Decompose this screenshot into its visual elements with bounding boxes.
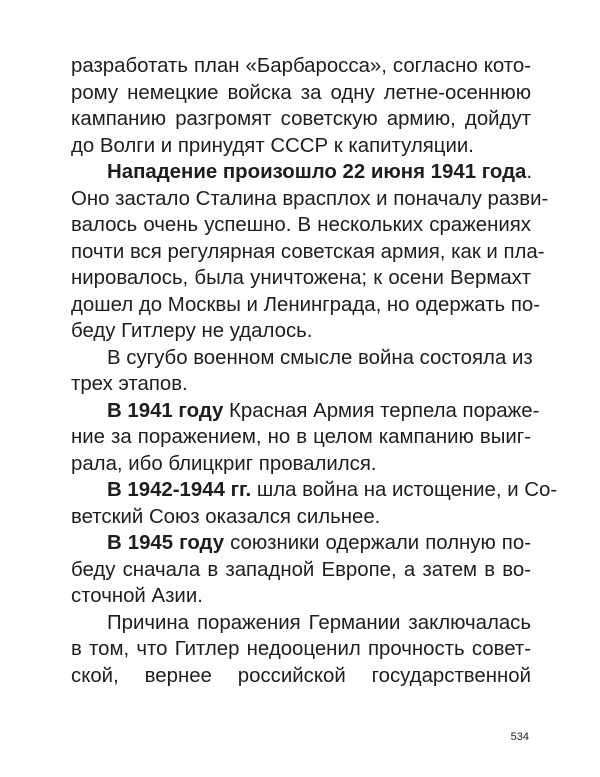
text-line bbox=[71, 133, 531, 160]
text-line bbox=[71, 610, 531, 637]
plain-text: ветский Союз оказался сильнее. bbox=[71, 505, 381, 528]
text-line bbox=[71, 477, 558, 504]
text-line bbox=[71, 371, 531, 398]
plain-text: кампанию разгромят советскую армию, дойдут bbox=[71, 108, 531, 130]
plain-text: валось очень успешно. В нескольких сражениях bbox=[71, 214, 531, 236]
text-line bbox=[71, 583, 531, 610]
plain-text: беду сначала в западной Европе, а затем в во- bbox=[71, 558, 531, 581]
bold-text: В 1941 году bbox=[107, 399, 224, 422]
plain-text: в том, что Гитлер недооценил прочность совет- bbox=[71, 638, 531, 660]
text-line bbox=[71, 239, 545, 266]
plain-text: Красная Армия терпела пораже- bbox=[223, 399, 540, 422]
bold-text: В 1942-1944 гг. bbox=[107, 479, 252, 501]
text-line bbox=[71, 80, 531, 107]
text-line bbox=[71, 159, 531, 186]
text-line bbox=[71, 265, 531, 292]
text-line bbox=[71, 424, 531, 451]
plain-text: рому немецкие войска за одну летне-осеннюю bbox=[71, 81, 531, 104]
plain-text: беду Гитлеру не удалось. bbox=[71, 320, 313, 342]
plain-text: рала, ибо блицкриг провалился. bbox=[71, 452, 377, 475]
page-number: 534 bbox=[510, 731, 529, 743]
text-line bbox=[71, 345, 531, 372]
text-line bbox=[71, 53, 531, 80]
plain-text: Оно застало Сталина врасплох и поначалу разви- bbox=[71, 187, 549, 210]
plain-text: разработать план «Барбаросса», согласно кото- bbox=[71, 55, 531, 77]
plain-text: трех этапов. bbox=[71, 373, 188, 395]
plain-text: союзники одержали полную по- bbox=[224, 532, 531, 554]
text-line bbox=[71, 451, 531, 478]
plain-text: до Волги и принудят СССР к капитуляции. bbox=[71, 134, 474, 157]
text-line bbox=[71, 212, 531, 239]
plain-text: шла война на истощение, и Со- bbox=[251, 479, 558, 501]
text-line bbox=[71, 106, 531, 133]
text-line bbox=[71, 663, 531, 690]
plain-text: . bbox=[526, 161, 533, 183]
bold-text: Нападение произошло 22 июня 1941 года bbox=[107, 161, 527, 183]
text-line bbox=[71, 504, 531, 531]
plain-text: почти вся регулярная советская армия, как и пла- bbox=[71, 240, 545, 263]
text-line bbox=[71, 318, 531, 345]
plain-text: нировалось, была уничтожена; к осени Вермахт bbox=[71, 267, 531, 289]
text-line bbox=[71, 636, 531, 663]
page-body-text bbox=[71, 53, 558, 689]
bold-text: В 1945 году bbox=[107, 532, 225, 554]
plain-text: сточной Азии. bbox=[71, 585, 203, 607]
text-line bbox=[71, 186, 549, 213]
text-line bbox=[71, 530, 531, 557]
plain-text: дошел до Москвы и Ленинграда, но одержать по- bbox=[71, 293, 540, 316]
plain-text: ской, вернее российской государственной bbox=[71, 664, 531, 687]
plain-text: В сугубо военном смысле война состояла из bbox=[107, 346, 533, 369]
plain-text: Причина поражения Германии заключалась bbox=[107, 611, 531, 634]
text-line bbox=[71, 398, 540, 425]
plain-text: ние за поражением, но в целом кампанию выиг- bbox=[71, 426, 531, 448]
text-line bbox=[71, 557, 531, 584]
text-line bbox=[71, 292, 540, 319]
